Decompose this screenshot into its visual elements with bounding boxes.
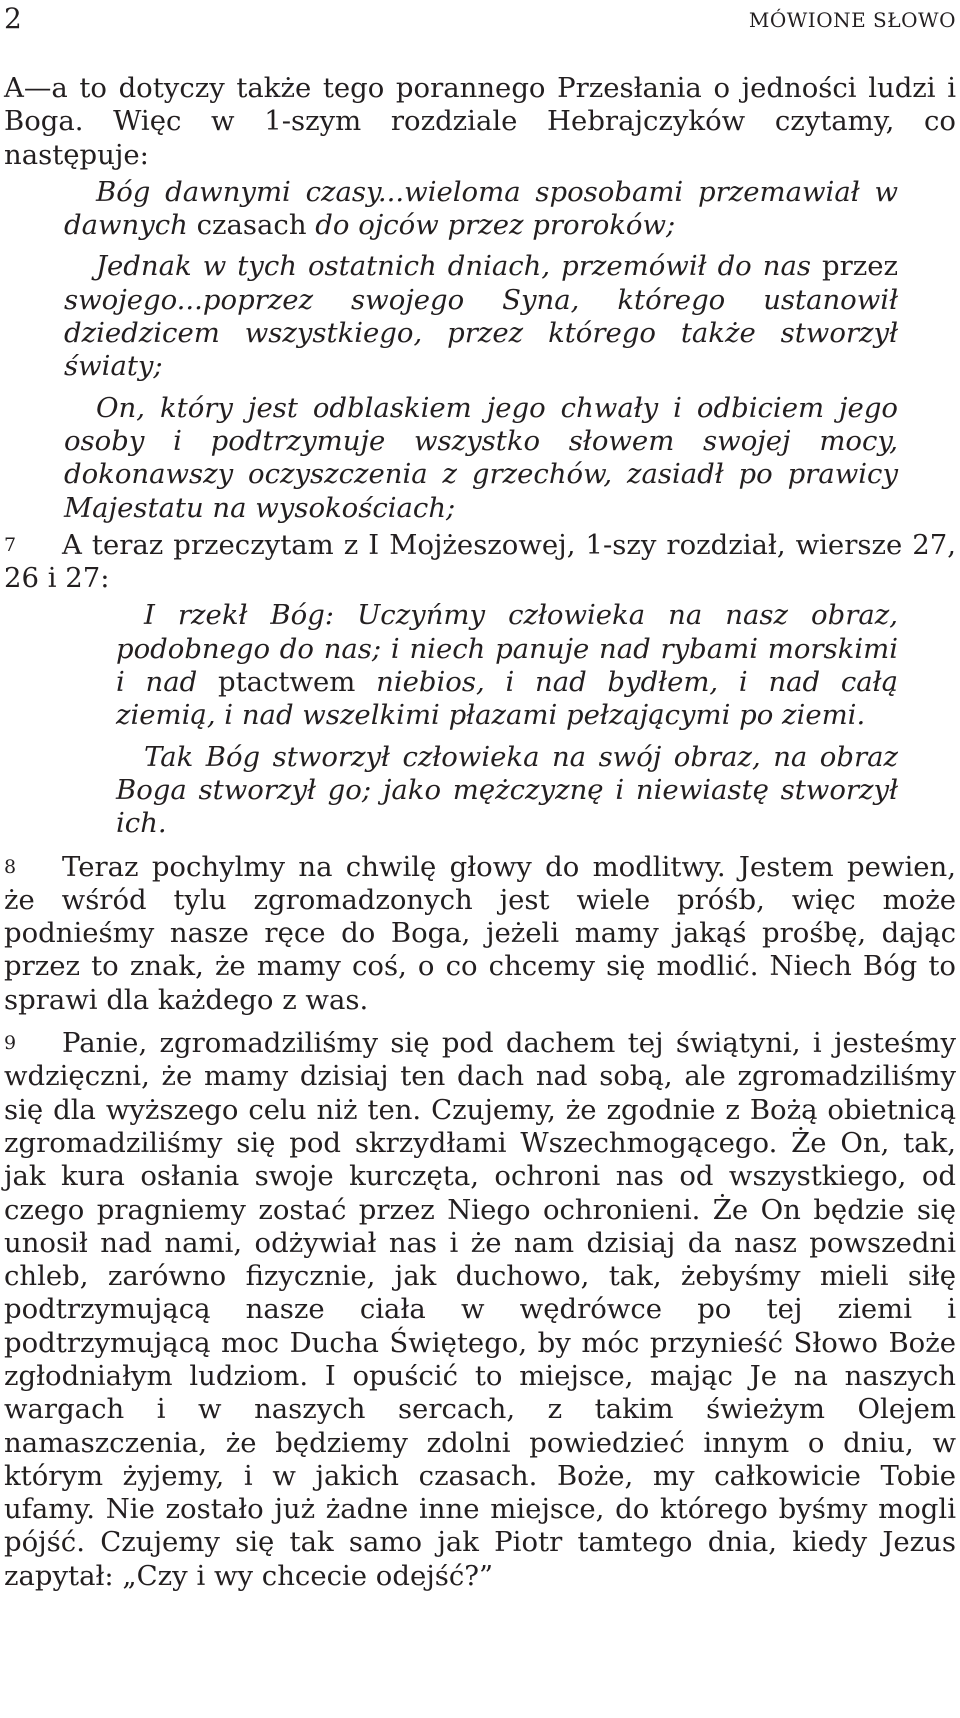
scripture-quote-genesis-1 (116, 599, 898, 732)
paragraph-number: 7 (4, 533, 17, 556)
paragraph-text: Panie, zgromadziliśmy się pod dachem tej świątyni, i jesteśmy wdzięczni, że mamy dzisiaj ten dach nad sobą, ale zgromadziliśmy się dla wyższego celu niż ten. Czujemy, że zgodnie z Bożą obietnicą zgromadziliśmy się pod skrzydłami Wszechmogącego. Że On, tak, jak kura osłania swoje kurczęta, ochroni nas od wszystkiego, od czego pragniemy zostać przez Niego ochronieni. Że On będzie się unosił nad nami, odżywiał nas i że nam dzisiaj da nasz powszedni chleb, zarówno fizycznie, jak duchowo, tak, żebyśmy mieli siłę podtrzymującą nasze ciała w wędrówce po tej ziemi i podtrzymującą moc Ducha Świętego, by móc przynieść Słowo Boże zgłodniałym ludziom. I opuścić to miejsce, mając Je na naszych wargach i w naszych sercach, z takim świeżym Olejem namaszczenia, że będziemy zdolni powiedzieć innym o dniu, w którym żyjemy, i w jakich czasach. Boże, my całkowicie Tobie ufamy. Nie zostało już żadne inne miejsce, do którego byśmy mogli pójść. Czujemy się tak samo jak Piotr tamtego dnia, kiedy Jezus zapytał: „Czy i wy chcecie odejść?” (4, 1027, 956, 1592)
running-title: MÓWIONE SŁOWO (748, 8, 956, 32)
quote-upright-word: czasach (196, 209, 307, 242)
page-number: 2 (4, 2, 22, 35)
quote-text: niebios, i nad bydłem, i nad całą ziemią, i nad wszelkimi płazami pełzającymi po ziemi. (116, 666, 898, 732)
page-body (4, 72, 956, 1593)
quote-text: do ojców przez proroków; (306, 209, 676, 242)
paragraph-number: 8 (4, 855, 17, 878)
paragraph-7 (4, 529, 956, 596)
paragraph-text: A teraz przeczytam z I Mojżeszowej, 1-szy rozdział, wiersze 27, 26 i 27: (4, 528, 956, 595)
quote-text: swojego...poprzez swojego Syna, którego ustanowił dziedzicem wszystkiego, przez którego także stworzył światy; (64, 283, 898, 383)
scripture-quote-hebrews-1 (64, 176, 898, 243)
quote-text: Jednak w tych ostatnich dniach, przemówił do nas (96, 250, 822, 283)
paragraph-text: Teraz pochylmy na chwilę głowy do modlitwy. Jestem pewien, że wśród tylu zgromadzonych jest wiele próśb, więc może podnieśmy nasze ręce do Boga, jeżeli mamy jakąś prośbę, dając przez to znak, że mamy coś, o co chcemy się modlić. Niech Bóg to sprawi dla każdego z was. (4, 850, 956, 1016)
quote-upright-word: przez (821, 250, 898, 283)
quote-text: Bóg dawnymi czasy...wieloma sposobami przemawiał w dawnych (64, 175, 898, 242)
scripture-quote-genesis-2: Tak Bóg stworzył człowieka na swój obraz, na obraz Boga stworzył go; jako mężczyznę i niewiastę stworzył ich. (116, 740, 898, 840)
paragraph-number: 9 (4, 1032, 17, 1055)
paragraph-8 (4, 851, 956, 1017)
scripture-quote-hebrews-2 (64, 250, 898, 383)
paragraph-9 (4, 1027, 956, 1593)
quote-text: I rzekł Bóg: Uczyńmy człowieka na nasz obraz, podobnego do nas; i niech panuje nad rybami morskimi i nad (116, 599, 898, 699)
quote-upright-word: ptactwem (217, 666, 356, 699)
paragraph-intro: A—a to dotyczy także tego porannego Przesłania o jedności ludzi i Boga. Więc w 1-szym rozdziale Hebrajczyków czytamy, co następuje: (4, 72, 956, 171)
scripture-quote-hebrews-3: On, który jest odblaskiem jego chwały i odbiciem jego osoby i podtrzymuje wszystko słowem swojej mocy, dokonawszy oczyszczenia z grzechów, zasiadł po prawicy Majestatu na wysokościach; (64, 391, 898, 524)
